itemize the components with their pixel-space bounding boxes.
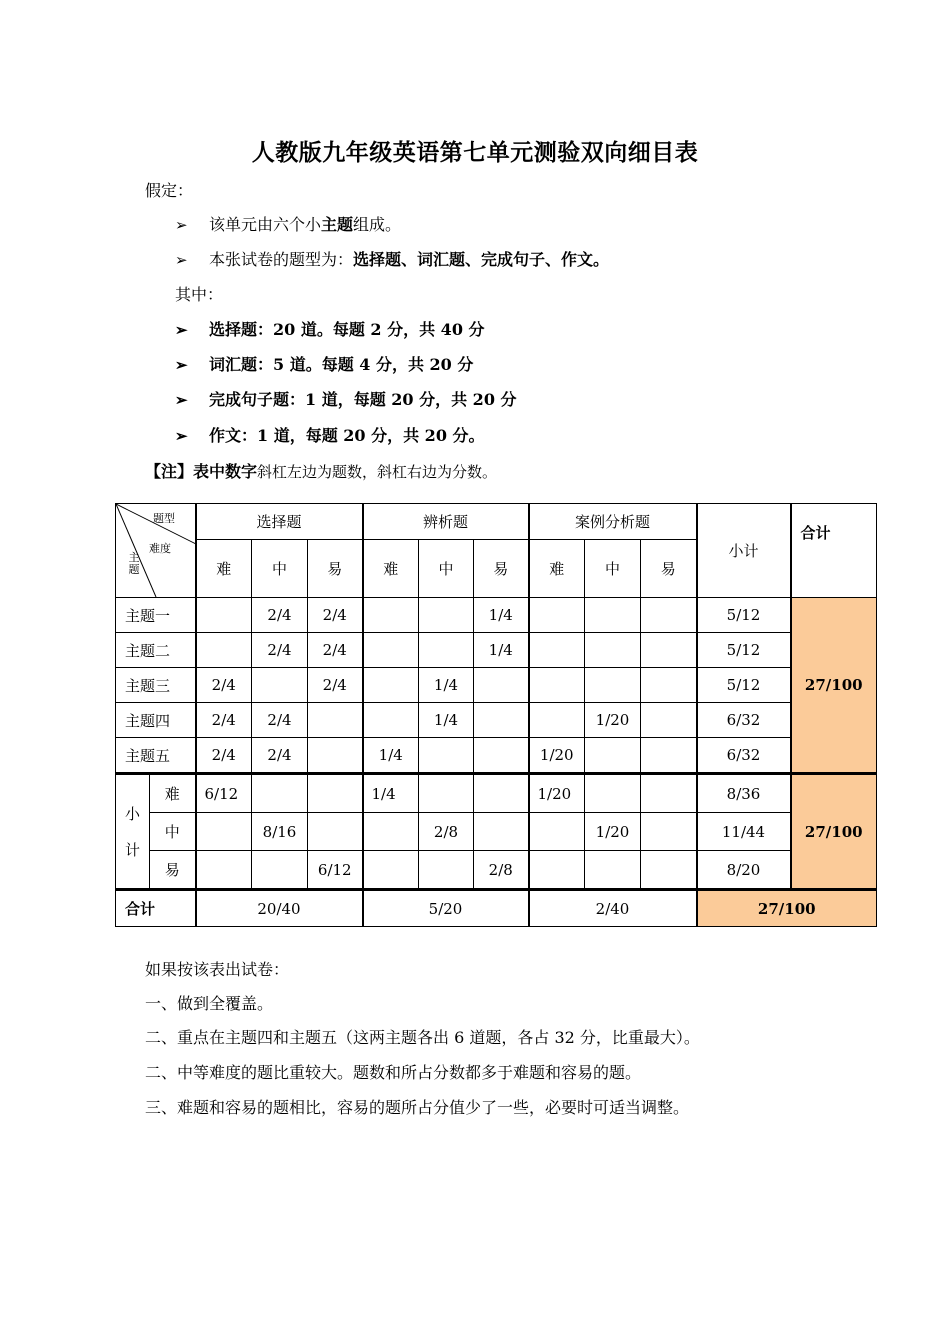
table-row — [116, 668, 877, 703]
level-header: 中 — [252, 540, 308, 598]
arrow-bullet-icon: ➢ — [175, 321, 188, 339]
bullet-item: ➢ 该单元由六个小主题组成。 — [175, 215, 402, 234]
table-cell — [196, 851, 252, 890]
arrow-bullet-icon: ➢ — [175, 356, 188, 374]
level-label: 难 — [150, 774, 196, 813]
table-cell: 2/4 — [196, 703, 252, 738]
table-cell — [529, 703, 585, 738]
table-cell — [419, 633, 474, 668]
topic-rows — [116, 598, 877, 774]
table-cell: 2/4 — [308, 598, 363, 633]
table-cell — [196, 633, 252, 668]
table-cell: 1/20 — [585, 703, 641, 738]
sum-row-label: 合计 — [116, 890, 196, 927]
table-cell — [529, 633, 585, 668]
topic-total: 27/100 — [791, 598, 877, 774]
table-cell: 1/4 — [363, 774, 419, 813]
total-header: 合计 — [791, 504, 877, 598]
row-subtotal: 6/32 — [697, 738, 791, 774]
table-cell — [474, 813, 529, 851]
table-cell — [641, 813, 697, 851]
conclusion-line: 三、难题和容易的题相比，容易的题所占分值少了一些，必要时可适当调整。 — [145, 1098, 690, 1117]
table-cell — [474, 668, 529, 703]
table-cell — [585, 774, 641, 813]
table-cell: 1/4 — [474, 598, 529, 633]
subtotal-group-label: 小 计 — [116, 774, 150, 890]
table-cell: 1/4 — [363, 738, 419, 774]
table-cell — [474, 703, 529, 738]
table-cell — [641, 738, 697, 774]
level-header: 难 — [529, 540, 585, 598]
corner-type-label: 题型 — [153, 512, 175, 525]
table-cell — [363, 633, 419, 668]
row-subtotal: 8/20 — [697, 851, 791, 890]
table-cell — [252, 668, 308, 703]
table-cell — [641, 668, 697, 703]
table-cell — [363, 813, 419, 851]
topic-label: 主题五 — [116, 738, 196, 774]
arrow-bullet-icon: ➢ — [175, 391, 188, 409]
table-cell: 1/4 — [419, 703, 474, 738]
level-label: 中 — [150, 813, 196, 851]
table-row — [116, 774, 877, 813]
table-cell — [641, 703, 697, 738]
table-cell: 1/20 — [529, 774, 585, 813]
topic-label: 主题三 — [116, 668, 196, 703]
table-cell — [641, 598, 697, 633]
table-cell — [585, 738, 641, 774]
table-cell — [363, 703, 419, 738]
table-cell — [529, 813, 585, 851]
table-cell: 1/4 — [419, 668, 474, 703]
row-subtotal: 5/12 — [697, 633, 791, 668]
sum-row-group-value: 5/20 — [363, 890, 529, 927]
table-cell — [529, 598, 585, 633]
table-cell — [419, 774, 474, 813]
table-cell — [529, 668, 585, 703]
table-cell: 1/20 — [529, 738, 585, 774]
level-header: 易 — [308, 540, 363, 598]
table-cell — [308, 774, 363, 813]
arrow-bullet-icon: ➢ — [175, 427, 188, 445]
table-cell — [363, 851, 419, 890]
bullet-item: ➢ 词汇题：5 道。每题 4 分，共 20 分 — [175, 355, 474, 374]
table-cell: 2/4 — [252, 598, 308, 633]
table-row — [116, 633, 877, 668]
row-subtotal: 8/36 — [697, 774, 791, 813]
level-rows — [116, 774, 877, 890]
table-cell — [474, 738, 529, 774]
corner-header-cell — [116, 504, 196, 598]
table-cell — [363, 598, 419, 633]
table-cell: 2/4 — [252, 633, 308, 668]
conclusion-line: 如果按该表出试卷： — [145, 960, 290, 979]
corner-difficulty-label: 难度 — [149, 542, 171, 555]
topic-label: 主题四 — [116, 703, 196, 738]
table-cell — [419, 851, 474, 890]
page-title: 人教版九年级英语第七单元测验双向细目表 — [251, 140, 699, 166]
table-cell — [641, 774, 697, 813]
table-cell: 2/4 — [308, 633, 363, 668]
sum-row-total: 27/100 — [697, 890, 877, 927]
level-header: 中 — [585, 540, 641, 598]
table-cell: 6/12 — [196, 774, 252, 813]
table-cell — [474, 774, 529, 813]
arrow-bullet-icon: ➢ — [175, 251, 188, 269]
conclusion-line: 二、中等难度的题比重较大。题数和所占分数都多于难题和容易的题。 — [145, 1063, 642, 1082]
conclusion-line: 一、做到全覆盖。 — [145, 994, 274, 1013]
table-cell — [196, 598, 252, 633]
table-row — [116, 813, 877, 851]
table-cell: 2/8 — [474, 851, 529, 890]
level-header: 难 — [363, 540, 419, 598]
table-cell — [363, 668, 419, 703]
level-total: 27/100 — [791, 774, 877, 890]
bullet-item: ➢ 本张试卷的题型为：选择题、词汇题、完成句子、作文。 — [175, 250, 610, 269]
qizhong-label: 其中： — [175, 285, 224, 304]
row-subtotal: 6/32 — [697, 703, 791, 738]
table-cell: 1/4 — [474, 633, 529, 668]
table-cell — [641, 633, 697, 668]
table-cell: 6/12 — [308, 851, 363, 890]
table-cell — [585, 633, 641, 668]
table-cell — [196, 813, 252, 851]
table-note: 【注】表中数字斜杠左边为题数，斜杠右边为分数。 — [145, 462, 498, 481]
subtotal-header: 小计 — [697, 504, 791, 598]
level-header: 易 — [474, 540, 529, 598]
table-row — [116, 703, 877, 738]
table-cell — [419, 598, 474, 633]
group-header: 辨析题 — [363, 504, 529, 540]
table-row — [116, 851, 877, 890]
table-cell: 2/8 — [419, 813, 474, 851]
table-cell: 2/4 — [196, 668, 252, 703]
table-cell — [252, 774, 308, 813]
specification-table — [115, 503, 877, 927]
sum-row-group-value: 2/40 — [529, 890, 697, 927]
table-cell: 2/4 — [308, 668, 363, 703]
table-cell: 2/4 — [252, 703, 308, 738]
table-row — [116, 598, 877, 633]
bullet-item: ➢ 选择题：20 道。每题 2 分，共 40 分 — [175, 320, 485, 339]
level-header: 易 — [641, 540, 697, 598]
corner-topic-label: 主 题 — [128, 551, 140, 576]
level-header: 难 — [196, 540, 252, 598]
row-subtotal: 11/44 — [697, 813, 791, 851]
table-cell — [308, 738, 363, 774]
table-cell — [585, 668, 641, 703]
table-cell: 1/20 — [585, 813, 641, 851]
bullet-item: ➢ 作文：1 道，每题 20 分，共 20 分。 — [175, 426, 485, 445]
table-cell — [308, 703, 363, 738]
row-subtotal: 5/12 — [697, 668, 791, 703]
table-cell: 2/4 — [196, 738, 252, 774]
table-cell — [252, 851, 308, 890]
assumption-label: 假定： — [145, 181, 194, 200]
bullet-item: ➢ 完成句子题：1 道，每题 20 分，共 20 分 — [175, 390, 517, 409]
table-cell — [419, 738, 474, 774]
sum-row-group-value: 20/40 — [196, 890, 363, 927]
conclusion-line: 二、重点在主题四和主题五（这两主题各出 6 道题，各占 32 分，比重最大）。 — [145, 1028, 700, 1047]
topic-label: 主题一 — [116, 598, 196, 633]
table-cell: 8/16 — [252, 813, 308, 851]
table-cell — [641, 851, 697, 890]
row-subtotal: 5/12 — [697, 598, 791, 633]
table-cell — [308, 813, 363, 851]
group-header: 选择题 — [196, 504, 363, 540]
table-row — [116, 738, 877, 774]
table-cell — [585, 851, 641, 890]
table-cell — [585, 598, 641, 633]
table-cell — [529, 851, 585, 890]
topic-label: 主题二 — [116, 633, 196, 668]
level-header: 中 — [419, 540, 474, 598]
arrow-bullet-icon: ➢ — [175, 216, 188, 234]
level-label: 易 — [150, 851, 196, 890]
group-header: 案例分析题 — [529, 504, 697, 540]
table-cell: 2/4 — [252, 738, 308, 774]
